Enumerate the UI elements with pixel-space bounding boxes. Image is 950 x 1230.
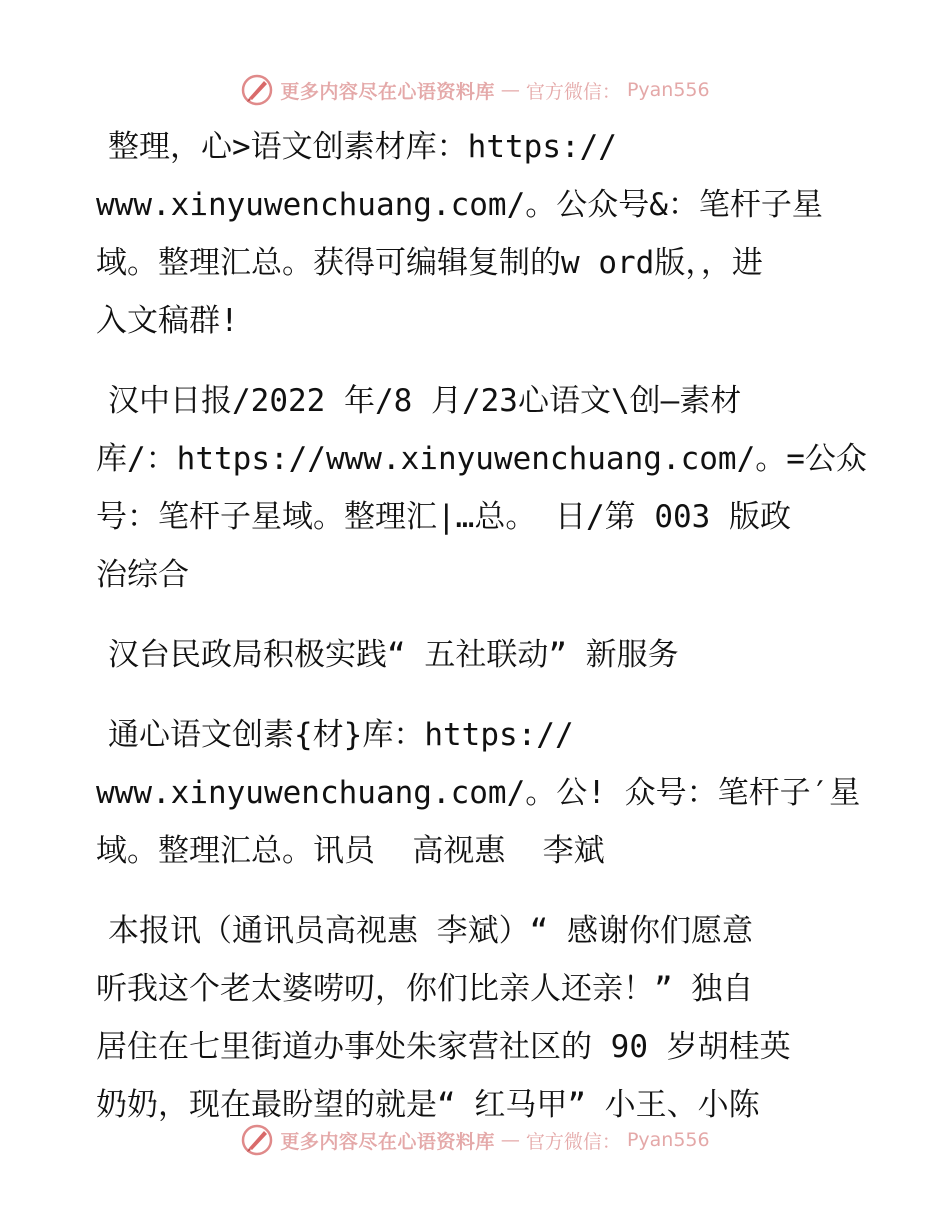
paragraph-5 [96,902,856,1134]
text-line: 入文稿群! [96,303,239,339]
quill-pen-logo-icon [240,73,274,107]
text-line: 听我这个老太婆唠叨，你们比亲人还亲！” 独自 [96,971,754,1007]
headline-paragraph [96,626,856,684]
quill-pen-logo-icon [240,1123,274,1157]
text-line: 库/：https://www.xinyuwenchuang.com/。=公众 [96,441,867,477]
text-line: 居住在七里街道办事处朱家营社区的 90 岁胡桂英 [96,1029,791,1065]
text-line: 通心语文创素{材}库：https:// [108,717,574,753]
watermark-title: 更多内容尽在心语资料库 [280,1130,495,1153]
article-headline: 汉台民政局积极实践“ 五社联动” 新服务 [108,637,679,673]
document-body [96,118,867,1156]
watermark-wechat-label: 官方微信： [525,1130,621,1153]
paragraph-1 [96,118,856,350]
watermark-wechat-id: Pyan556 [626,1129,710,1151]
watermark-separator: — [500,79,520,101]
footer-watermark [0,1120,950,1160]
watermark-separator: — [500,1129,520,1151]
text-line: 汉中日报/2022 年/8 月/23心语文\创—素材 [108,383,742,419]
watermark-wechat-id: Pyan556 [626,79,710,101]
text-line: www.xinyuwenchuang.com/。公! 众号：笔杆子′星 [96,775,861,811]
watermark-title: 更多内容尽在心语资料库 [280,80,495,103]
text-line: 整理，心>语文创素材库：https:// [108,129,617,165]
watermark-wechat-label: 官方微信： [525,80,621,103]
text-line: 治综合 [96,557,189,593]
text-line: www.xinyuwenchuang.com/。公众号&：笔杆子星 [96,187,823,223]
paragraph-4 [96,706,861,880]
text-line: 本报讯（通讯员高视惠 李斌）“ 感谢你们愿意 [108,913,753,949]
text-line: 奶奶，现在最盼望的就是“ 红马甲” 小王、小陈 [96,1087,760,1123]
text-line: 号：笔杆子星域。整理汇|…总。 日/第 003 版政 [96,499,791,535]
text-line: 域。整理汇总。获得可编辑复制的w ord版，，进 [96,245,763,281]
header-watermark [0,70,950,110]
text-line: 域。整理汇总。讯员 高视惠 李斌 [96,833,605,869]
paragraph-2 [96,372,867,604]
